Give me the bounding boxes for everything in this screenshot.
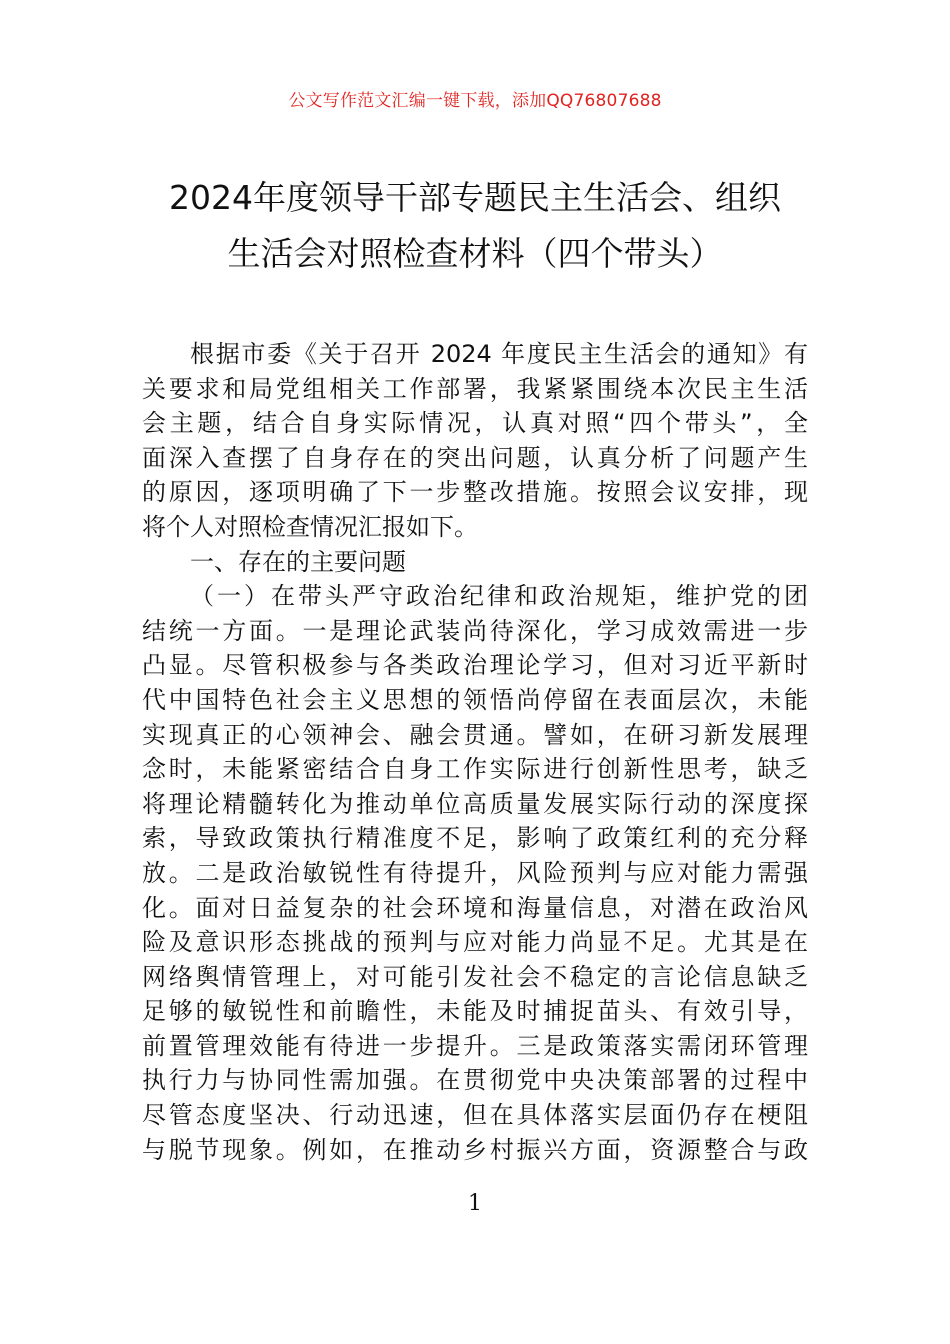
subsection-line: 放。二是政治敏锐性有待提升，风险预判与应对能力需强 xyxy=(142,858,808,887)
subsection-line: 实现真正的心领神会、融会贯通。譬如，在研习新发展理 xyxy=(142,720,808,749)
section-heading: 一、存在的主要问题 xyxy=(190,547,406,576)
subsection-line: 尽管态度坚决、行动迅速，但在具体落实层面仍存在梗阻 xyxy=(142,1101,808,1130)
intro-line: 面深入查摆了自身存在的突出问题，认真分析了问题产生 xyxy=(142,443,808,472)
intro-line: 会主题，结合自身实际情况，认真对照“四个带头”，全 xyxy=(142,409,808,438)
subsection-line: 代中国特色社会主义思想的领悟尚停留在表面层次，未能 xyxy=(142,685,808,714)
subsection-line: 结统一方面。一是理论武装尚待深化，学习成效需进一步 xyxy=(142,616,808,645)
intro-line: 的原因，逐项明确了下一步整改措施。按照会议安排，现 xyxy=(142,478,808,507)
intro-line: 将个人对照检查情况汇报如下。 xyxy=(142,512,478,541)
intro-line: 关要求和局党组相关工作部署，我紧紧围绕本次民主生活 xyxy=(142,374,808,403)
download-banner: 公文写作范文汇编一键下载，添加QQ76807688 xyxy=(288,91,662,111)
subsection-line: 网络舆情管理上，对可能引发社会不稳定的言论信息缺乏 xyxy=(142,962,808,991)
subsection-line: 凸显。尽管积极参与各类政治理论学习，但对习近平新时 xyxy=(142,651,808,680)
document-body xyxy=(142,337,808,1167)
page-number: 1 xyxy=(468,1191,482,1216)
document-title xyxy=(120,170,830,282)
subsection-line: 化。面对日益复杂的社会环境和海量信息，对潜在政治风 xyxy=(142,893,808,922)
subsection-line: 前置管理效能有待进一步提升。三是政策落实需闭环管理 xyxy=(142,1031,808,1060)
subsection-line: 念时，未能紧密结合自身工作实际进行创新性思考，缺乏 xyxy=(142,755,808,784)
title-line-2: 生活会对照检查材料（四个带头） xyxy=(227,234,723,273)
subsection-line: 险及意识形态挑战的预判与应对能力尚显不足。尤其是在 xyxy=(142,928,808,957)
subsection-line: 与脱节现象。例如，在推动乡村振兴方面，资源整合与政 xyxy=(142,1135,808,1164)
subsection-line: （一）在带头严守政治纪律和政治规矩，维护党的团 xyxy=(190,582,808,611)
subsection-line: 将理论精髓转化为推动单位高质量发展实际行动的深度探 xyxy=(142,789,808,818)
subsection-line: 执行力与协同性需加强。在贯彻党中央决策部署的过程中 xyxy=(142,1066,808,1095)
title-line-1: 2024年度领导干部专题民主生活会、组织 xyxy=(169,178,781,217)
intro-line: 根据市委《关于召开 2024 年度民主生活会的通知》有 xyxy=(190,340,808,368)
subsection-line: 足够的敏锐性和前瞻性，未能及时捕捉苗头、有效引导， xyxy=(142,997,808,1026)
subsection-line: 索，导致政策执行精准度不足，影响了政策红利的充分释 xyxy=(142,824,808,853)
